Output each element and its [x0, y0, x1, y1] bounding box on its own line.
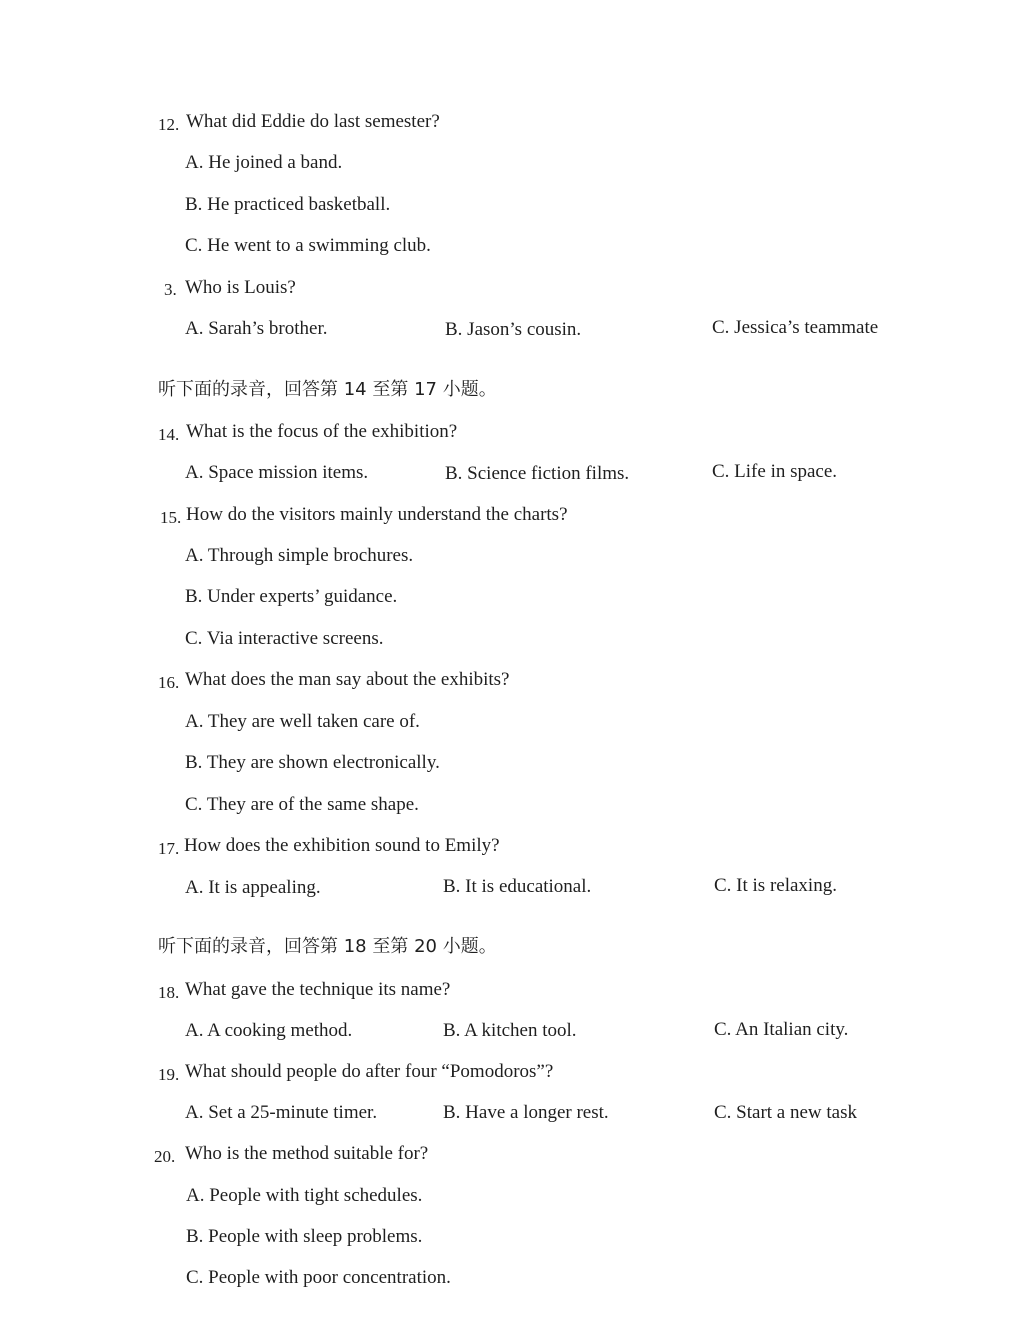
option-a: A. Space mission items.	[185, 462, 369, 483]
option-a: A. He joined a band.	[185, 152, 343, 173]
question-text: Who is Louis?	[185, 277, 296, 298]
question-number: 16.	[158, 673, 180, 692]
option-b: B. He practiced basketball.	[185, 194, 391, 215]
option-c: C. He went to a swimming club.	[185, 235, 431, 256]
question-text: How does the exhibition sound to Emily?	[184, 835, 500, 856]
question-number: 3.	[164, 280, 177, 299]
option-c: C. Via interactive screens.	[185, 628, 384, 649]
option-b: B. Under experts’ guidance.	[185, 586, 398, 607]
question-text: What gave the technique its name?	[185, 979, 451, 1000]
option-c: C. They are of the same shape.	[185, 794, 419, 815]
option-b: B. It is educational.	[443, 876, 592, 897]
option-a: A. People with tight schedules.	[186, 1185, 423, 1206]
option-a: A. Sarah’s brother.	[185, 318, 328, 339]
option-a: A. They are well taken care of.	[185, 711, 420, 732]
option-c: C. Jessica’s teammate	[712, 317, 879, 338]
option-a: A. Set a 25-minute timer.	[185, 1102, 378, 1123]
option-a: A. A cooking method.	[185, 1020, 353, 1041]
question-number: 19.	[158, 1065, 180, 1084]
question-text: What did Eddie do last semester?	[186, 111, 440, 132]
section-heading: 听下面的录音，回答第 14 至第 17 小题。	[158, 379, 497, 400]
option-a: A. It is appealing.	[185, 877, 321, 898]
option-c: C. An Italian city.	[714, 1019, 849, 1040]
question-text: What is the focus of the exhibition?	[186, 421, 458, 442]
option-c: C. Life in space.	[712, 461, 838, 482]
question-number: 17.	[158, 839, 180, 858]
question-number: 12.	[158, 115, 180, 134]
question-text: What does the man say about the exhibits?	[185, 669, 510, 690]
question-number: 18.	[158, 983, 180, 1002]
question-number: 14.	[158, 425, 180, 444]
option-c: C. People with poor concentration.	[186, 1267, 451, 1288]
section-heading: 听下面的录音，回答第 18 至第 20 小题。	[158, 936, 497, 957]
question-text: How do the visitors mainly understand the charts?	[186, 504, 568, 525]
option-b: B. A kitchen tool.	[443, 1020, 577, 1041]
option-c: C. It is relaxing.	[714, 875, 837, 896]
question-text: Who is the method suitable for?	[185, 1143, 429, 1164]
option-b: B. People with sleep problems.	[186, 1226, 423, 1247]
question-number: 15.	[160, 508, 182, 527]
option-b: B. They are shown electronically.	[185, 752, 440, 773]
option-b: B. Science fiction films.	[445, 463, 630, 484]
question-number: 20.	[154, 1147, 176, 1166]
question-text: What should people do after four “Pomodoros”?	[185, 1061, 554, 1082]
option-c: C. Start a new task	[714, 1102, 858, 1123]
option-b: B. Have a longer rest.	[443, 1102, 609, 1123]
option-b: B. Jason’s cousin.	[445, 319, 582, 340]
option-a: A. Through simple brochures.	[185, 545, 414, 566]
